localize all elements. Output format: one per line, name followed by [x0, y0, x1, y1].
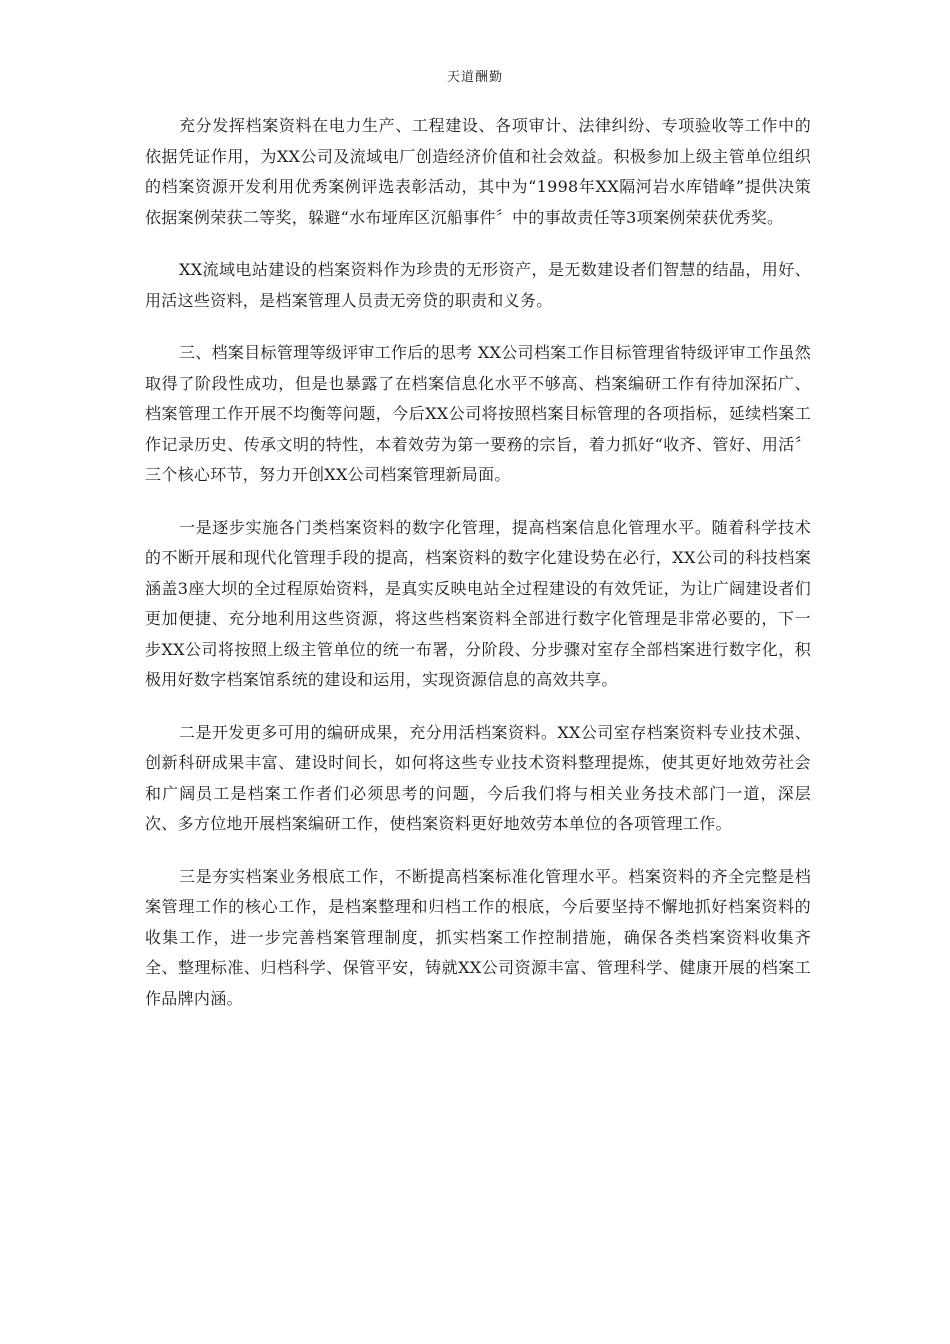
document-body — [145, 111, 811, 1036]
paragraph-3: 三、档案目标管理等级评审工作后的思考 XX公司档案工作目标管理省特级评审工作虽然取得了阶段性成功，但是也暴露了在档案信息化水平不够高、档案编研工作有待加深拓广、档案管理工作开展不均衡等问题，今后XX公司将按照档案目标管理的各项指标，延续档案工作记录历史、传承文明的特性，本着效劳为第一要務的宗旨，着力抓好“收齐、管好、用活〞三个核心环节，努力开创XX公司档案管理新局面。 — [145, 343, 811, 484]
page-header: 天道酬勤 — [446, 70, 503, 85]
paragraph-4: 一是逐步实施各门类档案资料的数字化管理，提高档案信息化管理水平。随着科学技术的不断开展和现代化管理手段的提高，档案资料的数字化建设势在必行，XX公司的科技档案涵盖3座大坝的全过程原始资料，是真实反映电站全过程建设的有效凭证，为让广阔建设者们更加便捷、充分地利用这些资源，将这些档案资料全部进行数字化管理是非常必要的，下一步XX公司将按照上级主管单位的统一布署，分阶段、分步骤对室存全部档案进行数字化，积极用好数字档案馆系统的建设和运用，实现资源信息的高效共享。 — [145, 517, 811, 689]
paragraph-6: 三是夯实档案业务根底工作，不断提高档案标准化管理水平。档案资料的齐全完整是档案管理工作的核心工作，是档案整理和归档工作的根底，今后要坚持不懈地抓好档案资料的收集工作，进一步完善档案管理制度，抓实档案工作控制措施，确保各类档案资料收集齐全、整理标准、归档科学、保管平安，铸就XX公司资源丰富、管理科学、健康开展的档案工作品牌内涵。 — [145, 866, 811, 1008]
paragraph-1: 充分发挥档案资料在电力生产、工程建设、各项审计、法律纠纷、专项验收等工作中的依据凭证作用，为XX公司及流域电厂创造经济价值和社会效益。积极参加上级主管单位组织的档案资源开发利用优秀案例评选表彰活动，其中为“1998年XX隔河岩水库错峰”提供决策依据案例荣获二等奖，躲避“水布垭库区沉船事件〞中的事故责任等3项案例荣获优秀奖。 — [145, 116, 811, 227]
paragraph-5: 二是开发更多可用的编研成果，充分用活档案资料。XX公司室存档案资料专业技术强、创新科研成果丰富、建设时间长，如何将这些专业技术资料整理提炼，使其更好地效劳社会和广阔员工是档案工作者们必须思考的问题，今后我们将与相关业务技术部门一道，深层次、多方位地开展档案编研工作，使档案资料更好地效劳本单位的各项管理工作。 — [145, 722, 811, 833]
paragraph-2: XX流域电站建设的档案资料作为珍贵的无形资产，是无数建设者们智慧的结晶，用好、用活这些资料，是档案管理人员责无旁贷的职责和义务。 — [145, 260, 811, 310]
